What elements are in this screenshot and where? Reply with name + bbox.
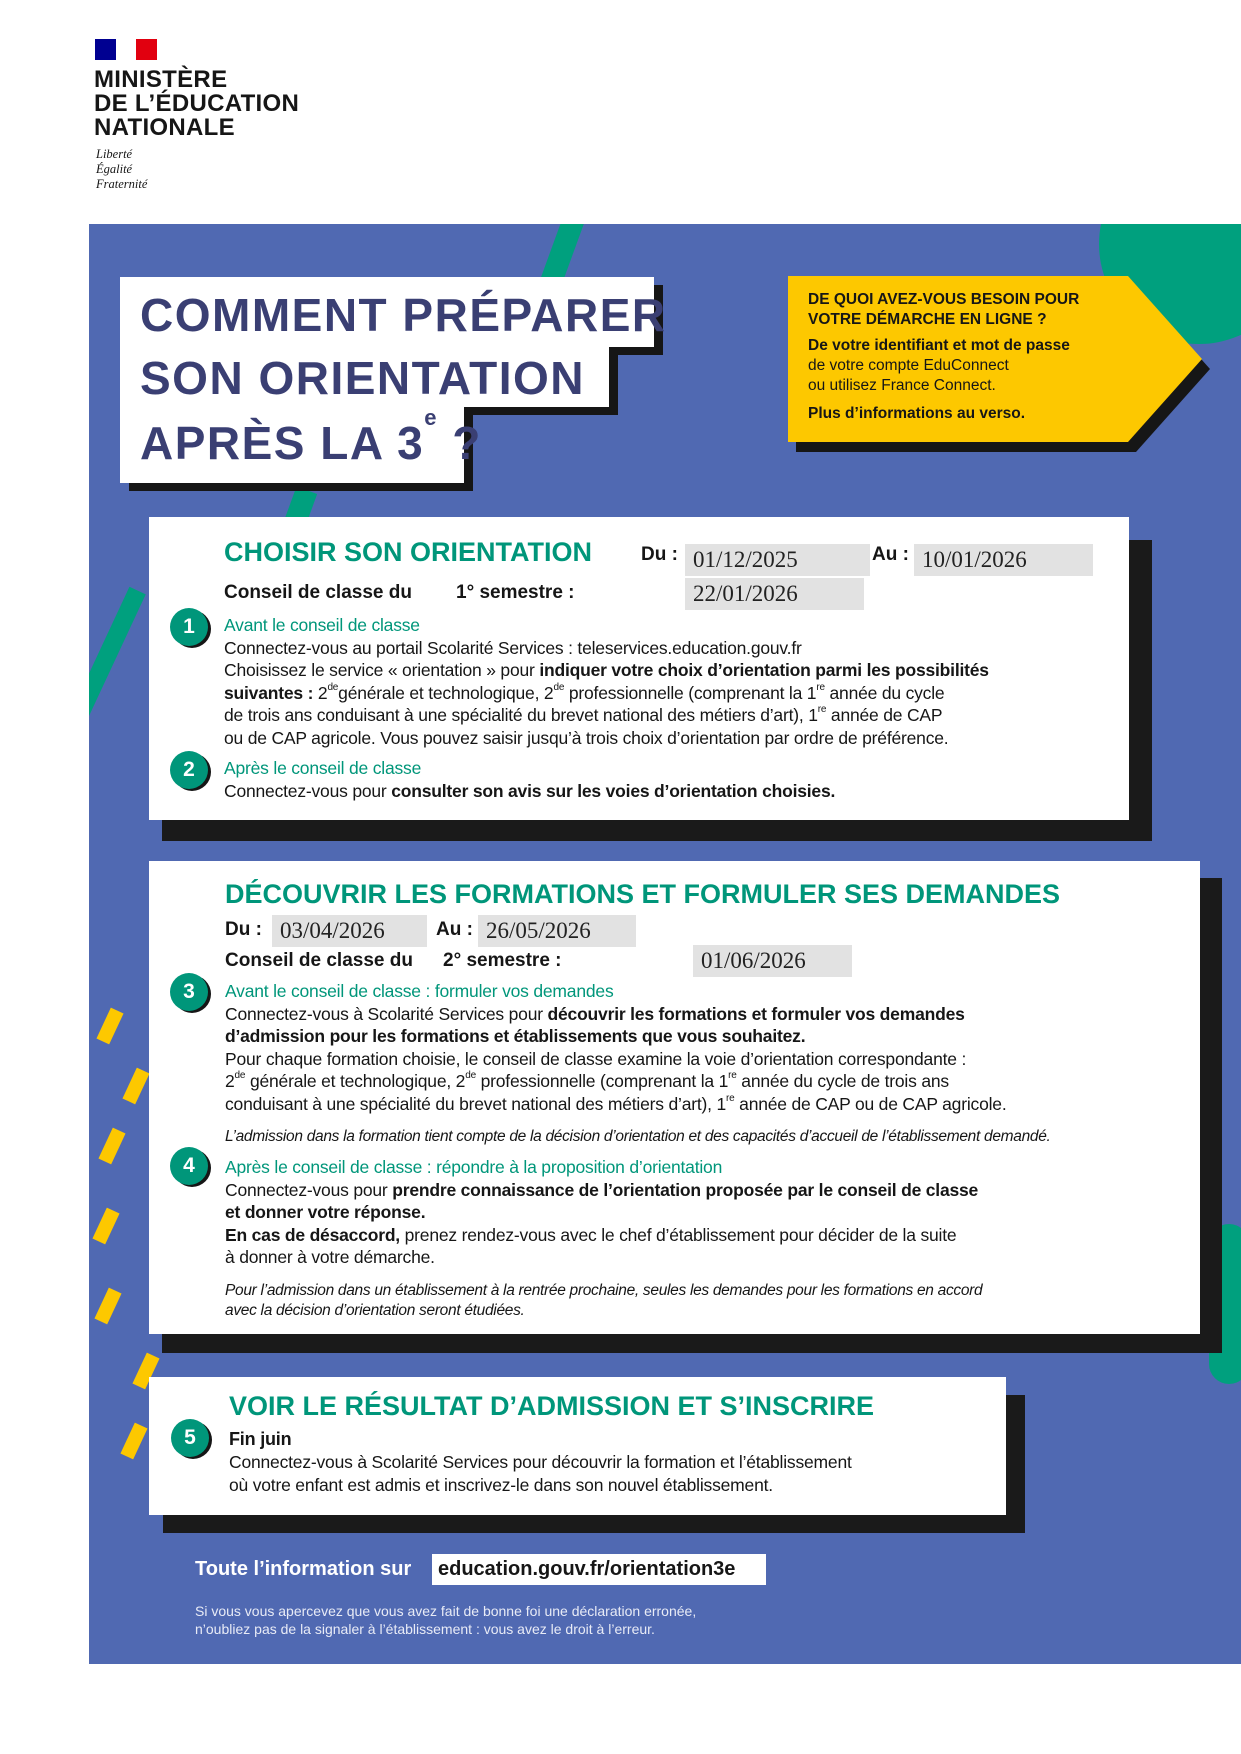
callout-heading: DE QUOI AVEZ-VOUS BESOIN POUR (808, 291, 1080, 308)
decor-yellow-dash (98, 1128, 125, 1165)
text: année du cycle (824, 683, 945, 703)
motto-line: Liberté (96, 147, 133, 161)
text: prenez rendez-vous avec le chef d’établissement pour décider de la suite (399, 1225, 957, 1245)
republic-flag-logo (95, 39, 157, 60)
section-choisir-orientation (149, 517, 1129, 820)
au-label: Au : (872, 544, 909, 565)
callout-heading: VOTRE DÉMARCHE EN LIGNE ? (808, 311, 1047, 328)
motto (96, 147, 147, 192)
step-text (224, 705, 942, 726)
step-heading: Avant le conseil de classe (224, 615, 420, 635)
step-text: Pour chaque formation choisie, le conseil de classe examine la voie d’orientation correspondante : (225, 1049, 967, 1069)
text: année de CAP ou de CAP agricole. (734, 1094, 1007, 1114)
text: Connectez-vous pour (225, 1180, 393, 1200)
conseil-label: Conseil de classe du (224, 582, 412, 603)
title-line-3 (120, 405, 482, 483)
sup: de (465, 1070, 476, 1081)
du-label: Du : (225, 919, 262, 940)
decor-yellow-dash (96, 1008, 123, 1045)
footer-note-line: n’oubliez pas de la signaler à l’établissement : vous avez le droit à l’erreur. (195, 1621, 655, 1637)
step-heading: Après le conseil de classe (224, 758, 422, 778)
title-line-2: SON ORIENTATION (120, 347, 609, 407)
ministry-line: NATIONALE (94, 114, 235, 141)
step-note: avec la décision d’orientation seront étudiées. (225, 1302, 525, 1319)
text: année du cycle de trois ans (736, 1071, 949, 1091)
text: Connectez-vous à Scolarité Services pour (225, 1004, 548, 1024)
sup: re (816, 682, 825, 693)
decor-teal-stripe (89, 587, 146, 721)
step-text-bold: d’admission pour les formations et établissements que vous souhaitez. (225, 1026, 806, 1046)
text: année de CAP (826, 705, 943, 725)
text: 2 (313, 683, 328, 703)
motto-line: Égalité (96, 162, 133, 176)
step-text (225, 1004, 965, 1025)
decor-yellow-dash (92, 1208, 119, 1245)
step-text (225, 1071, 949, 1092)
step-number-badge: 2 (170, 751, 208, 789)
text: générale et technologique, 2 (338, 683, 554, 703)
au-label: Au : (436, 919, 473, 940)
step-text-bold: et donner votre réponse. (225, 1202, 426, 1222)
conseil-date-field[interactable]: 22/01/2026 (685, 578, 864, 610)
step-text (225, 1094, 1007, 1115)
du-date-field[interactable]: 01/12/2025 (685, 544, 870, 576)
title-text: APRÈS LA 3 (140, 417, 425, 469)
section-title: VOIR LE RÉSULTAT D’ADMISSION ET S’INSCRIRE (229, 1391, 875, 1421)
step-text: ou de CAP agricole. Vous pouvez saisir jusqu’à trois choix d’orientation par ordre de préférence. (224, 728, 949, 748)
du-label: Du : (641, 544, 678, 565)
sup: de (553, 682, 565, 693)
callout-bold: De votre identifiant et mot de passe (808, 337, 1070, 354)
semestre-label: 2° semestre : (443, 950, 562, 971)
step-number-badge: 3 (170, 973, 208, 1011)
step-heading: Après le conseil de classe : répondre à la proposition d’orientation (225, 1157, 723, 1177)
sup: de (234, 1070, 246, 1081)
text: professionnelle (comprenant la 1 (475, 1071, 729, 1091)
footer-note-line: Si vous vous apercevez que vous avez fait de bonne foi une déclaration erronée, (195, 1603, 697, 1619)
section-decouvrir-formations (149, 861, 1200, 1334)
text: Choisissez le service « orientation » pour (224, 660, 540, 680)
ministry-name (94, 68, 299, 140)
sup: re (726, 1093, 735, 1104)
sup: re (817, 704, 827, 715)
info-url-link[interactable]: education.gouv.fr/orientation3e (432, 1554, 766, 1585)
info-label: Toute l’information sur (195, 1558, 412, 1580)
sup: re (728, 1070, 737, 1081)
step-text (224, 660, 989, 681)
motto-line: Fraternité (96, 177, 148, 191)
text: Connectez-vous pour (224, 781, 392, 801)
sup: de (327, 682, 339, 693)
title-text: ? (438, 417, 482, 469)
ministry-line: MINISTÈRE (94, 66, 228, 93)
step-text: Connectez-vous à Scolarité Services pour découvrir la formation et l’établissement (229, 1452, 852, 1472)
decor-yellow-dash (94, 1288, 121, 1325)
footer-note (195, 1602, 696, 1638)
decor-yellow-dash (120, 1423, 147, 1460)
callout-line: ou utilisez France Connect. (808, 377, 996, 394)
step-heading: Avant le conseil de classe : formuler vos demandes (225, 981, 614, 1001)
section-title: CHOISIR SON ORIENTATION (224, 537, 593, 567)
step-number-badge: 1 (170, 608, 208, 646)
step-number-badge: 4 (170, 1147, 208, 1185)
conseil-date-field[interactable]: 01/06/2026 (693, 945, 852, 977)
callout-text (808, 290, 1079, 424)
step-note: Pour l’admission dans un établissement à la rentrée prochaine, seules les demandes pour les formations en accord (225, 1282, 983, 1299)
text: conduisant à une spécialité du brevet national des métiers d’art), 1 (225, 1094, 727, 1114)
step-text: où votre enfant est admis et inscrivez-le dans son nouvel établissement. (229, 1475, 773, 1495)
section-resultat-admission (149, 1377, 1006, 1515)
text-bold: découvrir les formations et formuler vos demandes (547, 1004, 965, 1024)
du-date-field[interactable]: 03/04/2026 (272, 915, 427, 947)
conseil-label: Conseil de classe du (225, 950, 413, 971)
callout-bold: Plus d’informations au verso. (808, 405, 1026, 422)
text-bold: En cas de désaccord, (225, 1225, 400, 1245)
text-bold: suivantes : (224, 683, 314, 703)
text-bold: indiquer votre choix d’orientation parmi les possibilités (539, 660, 989, 680)
title-line-1: COMMENT PRÉPARER (120, 277, 654, 347)
text-bold: consulter son avis sur les voies d’orientation choisies. (391, 781, 836, 801)
step-text (224, 683, 944, 704)
step-text: à donner à votre démarche. (225, 1247, 435, 1267)
semestre-label: 1° semestre : (456, 582, 575, 603)
step-note: L’admission dans la formation tient compte de la décision d’orientation et des capacités d’accueil de l’établissement demandé. (225, 1128, 1051, 1145)
text: professionnelle (comprenant la 1 (564, 683, 817, 703)
text: 2 (225, 1071, 235, 1091)
step-text (225, 1180, 978, 1201)
decor-yellow-dash (122, 1068, 149, 1105)
section-title: DÉCOUVRIR LES FORMATIONS ET FORMULER SES DEMANDES (225, 879, 1061, 909)
callout-line: de votre compte EduConnect (808, 357, 1009, 374)
step-number-badge: 5 (171, 1419, 209, 1457)
step-text (225, 1225, 956, 1246)
text: générale et technologique, 2 (245, 1071, 466, 1091)
step-text: Connectez-vous au portail Scolarité Services : teleservices.education.gouv.fr (224, 638, 802, 658)
step-heading: Fin juin (229, 1429, 292, 1449)
step-text (224, 781, 835, 802)
text-bold: prendre connaissance de l’orientation proposée par le conseil de classe (392, 1180, 979, 1200)
au-date-field[interactable]: 26/05/2026 (478, 915, 636, 947)
au-date-field[interactable]: 10/01/2026 (914, 544, 1093, 576)
ministry-line: DE L’ÉDUCATION (94, 90, 300, 117)
text: de trois ans conduisant à une spécialité du brevet national des métiers d’art), 1 (224, 705, 818, 725)
title-sup: e (424, 405, 438, 430)
